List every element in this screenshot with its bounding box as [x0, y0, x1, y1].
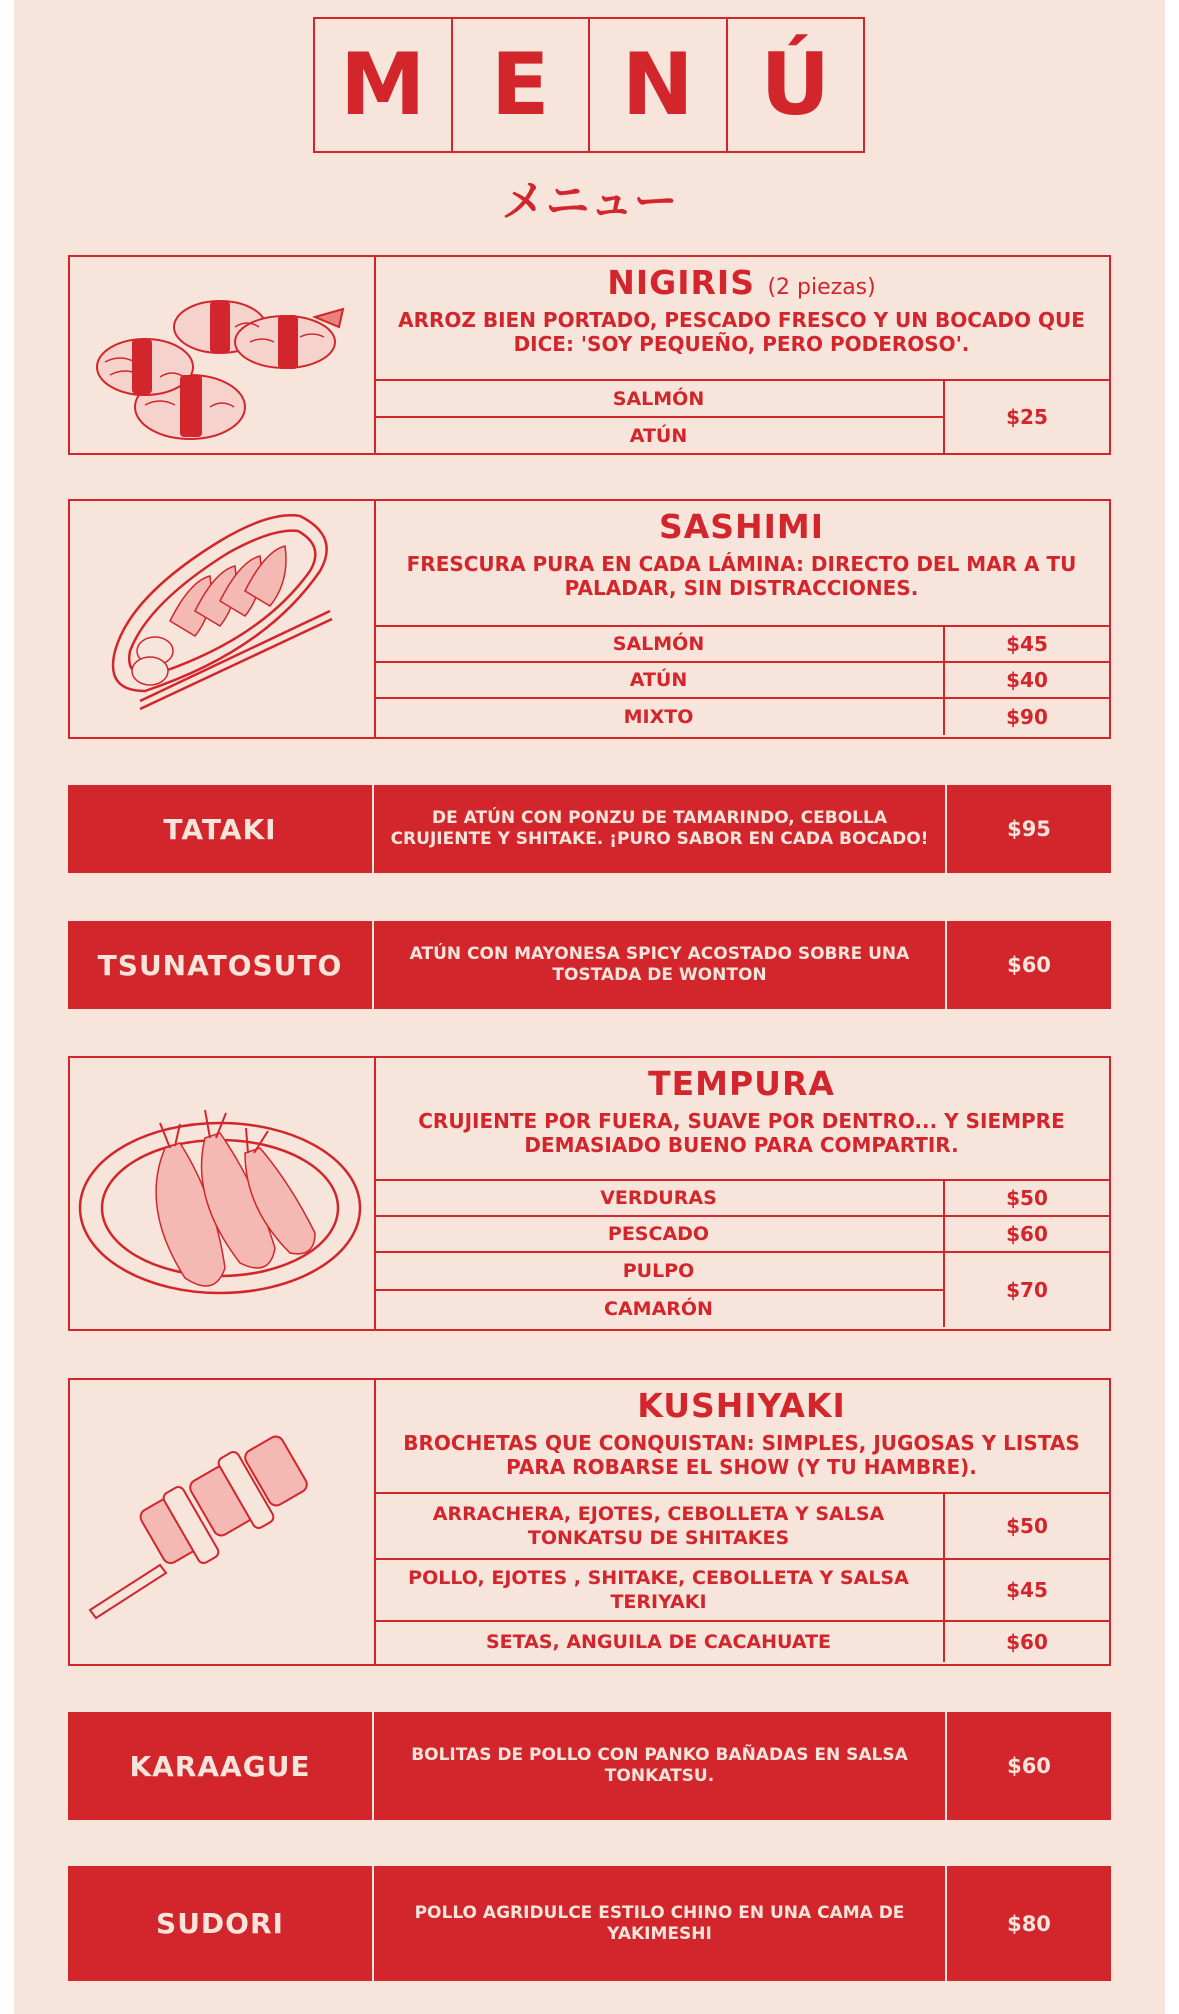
sashimi-icon: [70, 501, 376, 737]
item-name: SALMÓN: [612, 387, 705, 410]
menu-row: [374, 1622, 1109, 1662]
left-margin: [0, 0, 14, 2014]
title-letter: Ú: [760, 35, 831, 135]
kushiyaki-icon: [70, 1380, 376, 1664]
title-letter: E: [453, 19, 591, 151]
menu-row: [374, 699, 1109, 735]
section-title: TEMPURA: [648, 1064, 835, 1103]
title-letter: N: [590, 19, 728, 151]
section-tataki: [68, 785, 1111, 873]
menu-row: [374, 1560, 1109, 1622]
section-karaague: [68, 1712, 1111, 1820]
section-description: BROCHETAS QUE CONQUISTAN: SIMPLES, JUGOSAS Y LISTAS PARA ROBARSE EL SHOW (Y TU HAMBRE).: [403, 1431, 1080, 1479]
item-name: ATÚN: [629, 669, 688, 691]
item-description: ATÚN CON MAYONESA SPICY ACOSTADO SOBRE UNA TOSTADA DE WONTON: [372, 921, 947, 1009]
section-nigiris: [68, 255, 1111, 455]
item-price: $80: [1007, 1911, 1051, 1936]
section-description: FRESCURA PURA EN CADA LÁMINA: DIRECTO DEL MAR A TU PALADAR, SIN DISTRACCIONES.: [406, 552, 1077, 600]
title-letter: M: [315, 19, 453, 151]
section-note: (2 piezas): [767, 275, 876, 300]
section-tempura: [68, 1056, 1111, 1331]
menu-row: [374, 1217, 1109, 1253]
right-margin: [1165, 0, 1179, 2014]
item-name: POLLO, EJOTES , SHITAKE, CEBOLLETA Y SALSA TERIYAKI: [408, 1567, 909, 1613]
item-price: $50: [943, 1181, 1109, 1215]
item-name: ARRACHERA, EJOTES, CEBOLLETA Y SALSA TONKATSU DE SHITAKES: [432, 1503, 885, 1549]
item-name: ATÚN: [629, 424, 688, 447]
section-description: ARROZ BIEN PORTADO, PESCADO FRESCO Y UN BOCADO QUE DICE: 'SOY PEQUEÑO, PERO PODEROSO'.: [398, 308, 1085, 356]
menu-row: [374, 1181, 1109, 1217]
section-title: SASHIMI: [658, 507, 825, 546]
section-tsunatosuto: [68, 921, 1111, 1009]
item-name: PULPO: [622, 1260, 695, 1282]
section-kushiyaki: [68, 1378, 1111, 1666]
section-title: KUSHIYAKI: [637, 1386, 846, 1425]
tempura-icon: [70, 1058, 376, 1329]
section-sudori: [68, 1866, 1111, 1981]
item-name: TSUNATOSUTO: [97, 948, 343, 982]
item-name: SUDORI: [156, 1907, 284, 1940]
item-name: PESCADO: [607, 1223, 710, 1245]
item-price: $40: [943, 663, 1109, 697]
item-price: $50: [943, 1494, 1109, 1558]
item-name: SALMÓN: [612, 633, 705, 655]
menu-row: [374, 1291, 943, 1327]
item-name: KARAAGUE: [129, 1749, 311, 1783]
menu-row: [374, 1253, 943, 1291]
item-description: POLLO AGRIDULCE ESTILO CHINO EN UNA CAMA DE YAKIMESHI: [372, 1866, 947, 1981]
item-name: VERDURAS: [600, 1187, 717, 1209]
section-description: CRUJIENTE POR FUERA, SUAVE POR DENTRO... Y SIEMPRE DEMASIADO BUENO PARA COMPARTIR.: [418, 1109, 1065, 1157]
menu-row: [374, 663, 1109, 699]
item-price: $60: [1007, 953, 1051, 977]
item-price: $45: [943, 627, 1109, 661]
nigiri-icon: [70, 257, 376, 453]
item-price: $45: [943, 1560, 1109, 1620]
item-description: DE ATÚN CON PONZU DE TAMARINDO, CEBOLLA CRUJIENTE Y SHITAKE. ¡PURO SABOR EN CADA BOCADO!: [372, 785, 947, 873]
item-name: CAMARÓN: [604, 1298, 713, 1320]
item-price: $60: [1007, 1754, 1051, 1778]
item-price: $60: [943, 1217, 1109, 1251]
item-price: $60: [943, 1622, 1109, 1662]
item-name: SETAS, ANGUILA DE CACAHUATE: [485, 1631, 832, 1653]
item-price: $25: [943, 381, 1109, 453]
menu-row: [374, 627, 1109, 663]
menu-title: [313, 17, 865, 153]
menu-row: [374, 1494, 1109, 1560]
item-name: TATAKI: [163, 812, 277, 846]
item-price: $90: [943, 699, 1109, 735]
item-description: BOLITAS DE POLLO CON PANKO BAÑADAS EN SALSA TONKATSU.: [372, 1712, 947, 1820]
item-price: $95: [1007, 817, 1051, 841]
section-title: NIGIRIS: [607, 263, 755, 302]
japanese-subtitle: メニュー: [501, 176, 678, 227]
item-price: $70: [943, 1253, 1109, 1327]
section-sashimi: [68, 499, 1111, 739]
item-name: MIXTO: [623, 706, 694, 728]
